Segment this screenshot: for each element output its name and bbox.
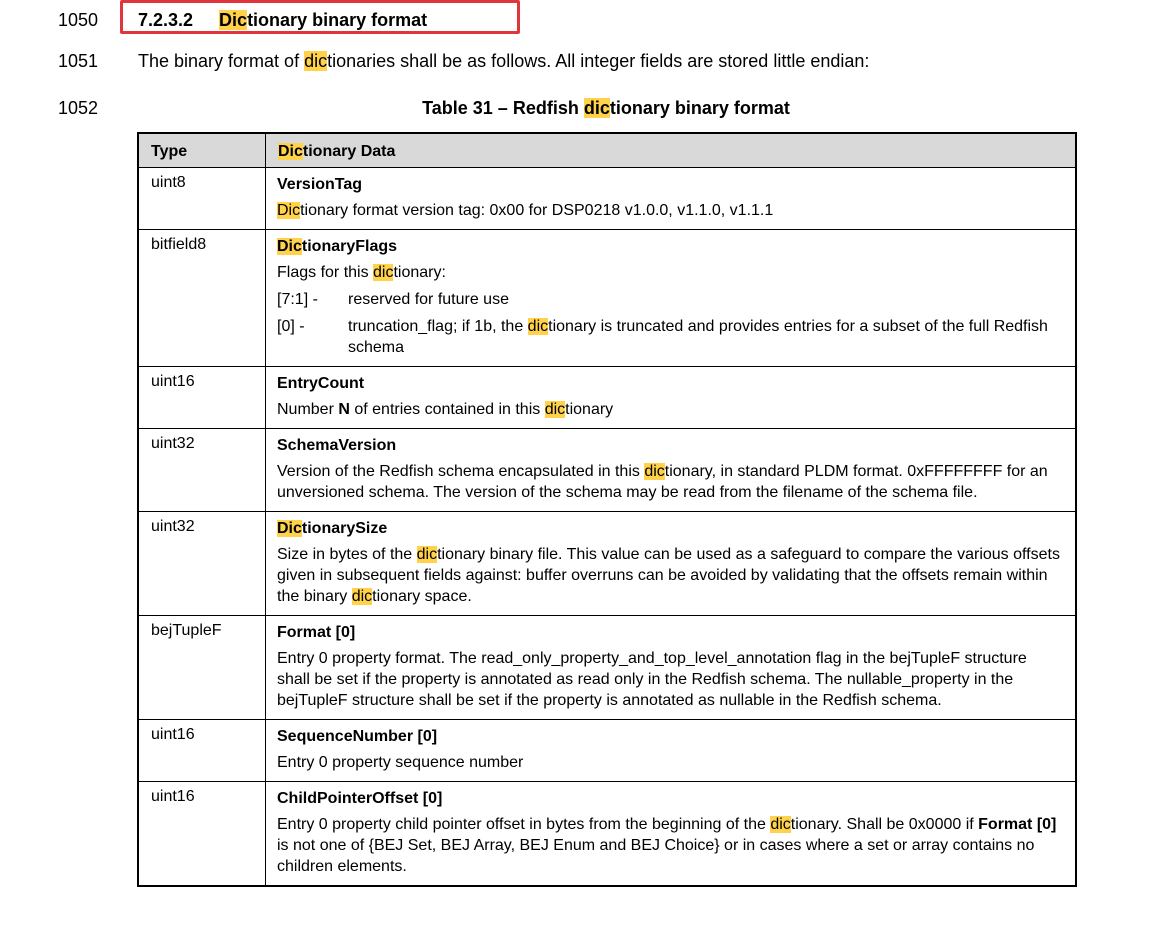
field-description: Size in bytes of the dictionary binary file. This value can be used as a safeguard to compare the various offsets given in subsequent fields against: buffer overruns can be avoided by validating that the offsets remain within the binary dictionary space. bbox=[277, 546, 1060, 605]
field-description: Entry 0 property child pointer offset in bytes from the beginning of the dictionary. Shall be 0x0000 if Format [0] is not one of {BEJ Set, BEJ Array, BEJ Enum and BEJ Choice} or in cases where a set or array contains no children elements. bbox=[277, 816, 1057, 875]
data-cell bbox=[266, 782, 1077, 887]
dictionary-format-table bbox=[137, 132, 1077, 887]
section-title: tionary binary format bbox=[247, 10, 428, 30]
flag-item bbox=[277, 316, 1063, 358]
field-description: Entry 0 property sequence number bbox=[277, 754, 524, 771]
field-name: SchemaVersion bbox=[277, 437, 397, 454]
flag-bits: [0] - bbox=[277, 318, 305, 335]
search-highlight: dic bbox=[644, 463, 665, 480]
search-highlight: Dic bbox=[219, 10, 248, 30]
type-cell: bitfield8 bbox=[138, 230, 266, 367]
search-highlight: dic bbox=[351, 588, 373, 605]
flag-bits: [7:1] - bbox=[277, 291, 318, 308]
data-cell bbox=[266, 616, 1077, 720]
search-highlight: dic bbox=[373, 264, 394, 281]
column-header-type: Type bbox=[138, 133, 266, 168]
field-description: Version of the Redfish schema encapsulated in this dictionary, in standard PLDM format. 0xFFFFFFFF for an unversioned schema. The version of the schema may be read from the filename of the schema file. bbox=[277, 463, 1048, 501]
table-header-row bbox=[138, 133, 1076, 168]
section-number: 7.2.3.2 bbox=[138, 10, 194, 30]
field-name: ChildPointerOffset [0] bbox=[277, 790, 443, 807]
search-highlight: dic bbox=[416, 546, 438, 563]
search-highlight: dic bbox=[304, 51, 328, 71]
flag-text: truncation_flag; if 1b, the dictionary is truncated and provides entries for a subset of the full Redfish schema bbox=[348, 318, 1048, 356]
field-description: Entry 0 property format. The read_only_property_and_top_level_annotation flag in the bejTupleF structure shall be set if the property is annotated as read only in the Redfish schema. The nullable_property in the bejTupleF structure shall be set if the property is annotated as nullable in the Redfish schema. bbox=[277, 650, 1027, 709]
line-number: 1050 bbox=[58, 10, 99, 30]
data-cell bbox=[266, 512, 1077, 616]
field-description: Flags for this dictionary: bbox=[277, 264, 446, 281]
field-name: DictionarySize bbox=[277, 520, 388, 537]
field-name: DictionaryFlags bbox=[277, 238, 398, 255]
search-highlight: dic bbox=[770, 816, 791, 833]
type-cell: uint16 bbox=[138, 367, 266, 429]
search-highlight: dic bbox=[527, 318, 549, 335]
data-cell bbox=[266, 230, 1077, 367]
table-caption: Table 31 – Redfish dictionary binary format bbox=[422, 98, 790, 118]
data-cell bbox=[266, 367, 1077, 429]
table-row bbox=[138, 782, 1076, 887]
field-description: Dictionary format version tag: 0x00 for DSP0218 v1.0.0, v1.1.0, v1.1.1 bbox=[277, 202, 774, 219]
type-cell: bejTupleF bbox=[138, 616, 266, 720]
table-row bbox=[138, 168, 1076, 230]
flag-item bbox=[277, 289, 1063, 310]
field-name: Format [0] bbox=[277, 624, 356, 641]
search-highlight: dic bbox=[544, 401, 566, 418]
type-cell: uint32 bbox=[138, 429, 266, 512]
field-description: Number N of entries contained in this dictionary bbox=[277, 401, 614, 418]
field-name: SequenceNumber [0] bbox=[277, 728, 438, 745]
table-row bbox=[138, 616, 1076, 720]
type-cell: uint16 bbox=[138, 720, 266, 782]
type-cell: uint32 bbox=[138, 512, 266, 616]
data-cell bbox=[266, 720, 1077, 782]
search-highlight: Dic bbox=[277, 238, 302, 255]
data-cell bbox=[266, 429, 1077, 512]
field-name: VersionTag bbox=[277, 176, 363, 193]
table-row bbox=[138, 367, 1076, 429]
line-number: 1051 bbox=[58, 51, 99, 71]
table-row bbox=[138, 429, 1076, 512]
search-highlight: Dic bbox=[277, 520, 302, 537]
table-row bbox=[138, 230, 1076, 367]
type-cell: uint16 bbox=[138, 782, 266, 887]
table-row bbox=[138, 512, 1076, 616]
table-row bbox=[138, 720, 1076, 782]
search-highlight: Dic bbox=[278, 142, 303, 160]
type-cell: uint8 bbox=[138, 168, 266, 230]
line-number: 1052 bbox=[58, 98, 99, 118]
section-heading bbox=[138, 10, 427, 31]
search-highlight: dic bbox=[583, 98, 610, 118]
body-paragraph: The binary format of dictionaries shall be as follows. All integer fields are stored little endian: bbox=[138, 51, 870, 71]
data-cell bbox=[266, 168, 1077, 230]
search-highlight: Dic bbox=[277, 202, 301, 219]
column-header-data: Dictionary Data bbox=[266, 133, 1077, 168]
field-name: EntryCount bbox=[277, 375, 365, 392]
flag-text: reserved for future use bbox=[348, 291, 509, 308]
